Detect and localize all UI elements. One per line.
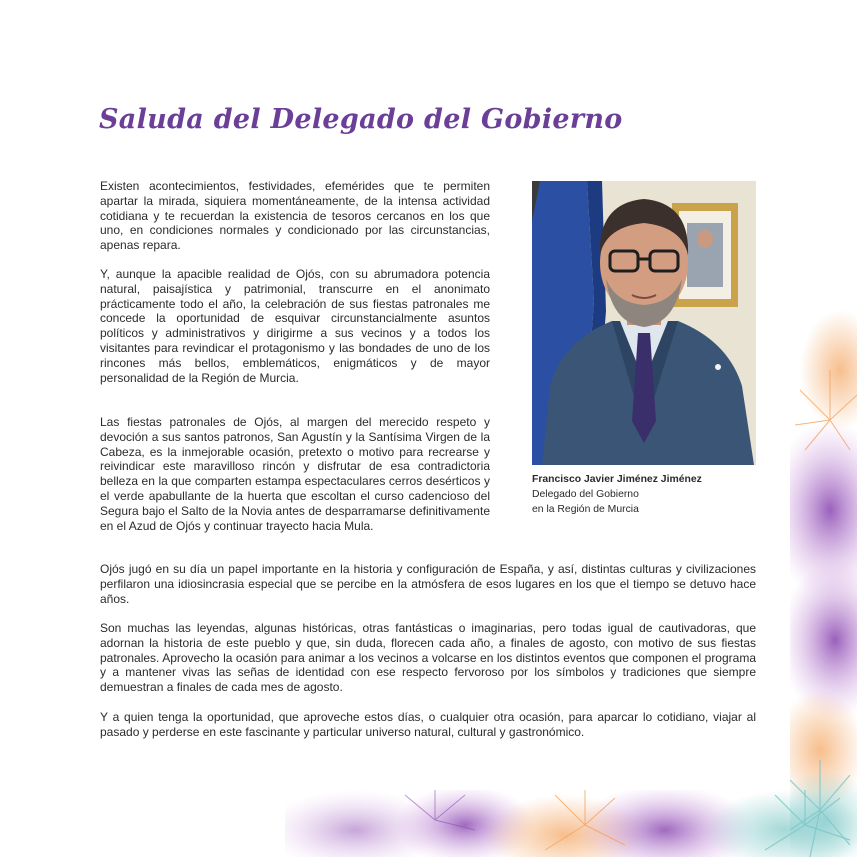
body-paragraph: Existen acontecimientos, festividades, efemérides que te permiten apartar la mirada, siquiera momentáneamente, de la intensa actividad cotidiana y te recuerdan la existencia de tesoros cercanos en los que uno, en condiciones normales y condicionado por las circunstancias, apenas repara. <box>100 179 490 253</box>
caption-name: Francisco Javier Jiménez Jiménez <box>532 474 702 485</box>
caption-role: Delegado del Gobierno <box>532 489 639 500</box>
body-paragraph: Y a quien tenga la oportunidad, que aproveche estos días, o cualquier otra ocasión, para aparcar lo cotidiano, viajar al pasado y perderse en este fascinante y particular universo natural, cultural y gastronómico. <box>100 710 756 739</box>
page-title: Saluda del Delegado del Gobierno <box>99 104 623 135</box>
caption-region: en la Región de Murcia <box>532 504 639 515</box>
portrait-photo <box>532 181 756 465</box>
decorative-fireworks-bottom <box>285 790 857 857</box>
body-paragraph: Son muchas las leyendas, algunas históricas, otras fantásticas o imaginarias, pero todas igual de cautivadoras, que adornan la historia de este pueblo y que, sin duda, florecen cada año, a finales de agosto, con motivo de sus fiestas patronales. Aprovecho la ocasión para animar a los vecinos a volcarse en los distintos eventos que componen el programa y a mantener vivas las señas de identidad con ese respecto fervoroso por los símbolos y tradiciones que siempre demuestran a finales de cada mes de agosto. <box>100 621 756 695</box>
photo-caption <box>532 472 702 517</box>
decorative-fireworks-right <box>790 310 857 857</box>
body-paragraph: Y, aunque la apacible realidad de Ojós, con su abrumadora potencia natural, paisajística y patrimonial, transcurre en el anonimato prácticamente todo el año, la celebración de sus fiestas patronales me concede la oportunidad de esquivar circunstancialmente asuntos políticos y administrativos y dirigirme a sus vecinos y a todos los visitantes para revindicar el protagonismo y las bondades de uno de los rincones más bellos, emblemáticos, enigmáticos y de mayor personalidad de la Región de Murcia. <box>100 267 490 385</box>
body-paragraph: Ojós jugó en su día un papel importante en la historia y configuración de España, y así, distintas culturas y civilizaciones perfilaron una idiosincrasia especial que se percibe en la atmósfera de esos lugares en los que el tiempo se detuvo hace años. <box>100 562 756 606</box>
body-paragraph: Las fiestas patronales de Ojós, al margen del merecido respeto y devoción a sus santos patronos, San Agustín y la Santísima Virgen de la Cabeza, es la inmejorable ocasión, pretexto o motivo para recrearse y reivindicar este maravilloso rincón y disfrutar de esa contradictoria belleza en la que comparten estampa espectaculares cerros desérticos y el verde apabullante de la huerta que escoltan el curso cadencioso del Segura bajo el Salto de la Novia antes de desparramarse definitivamente en el Azud de Ojós y continuar trayecto hacia Mula. <box>100 415 490 533</box>
